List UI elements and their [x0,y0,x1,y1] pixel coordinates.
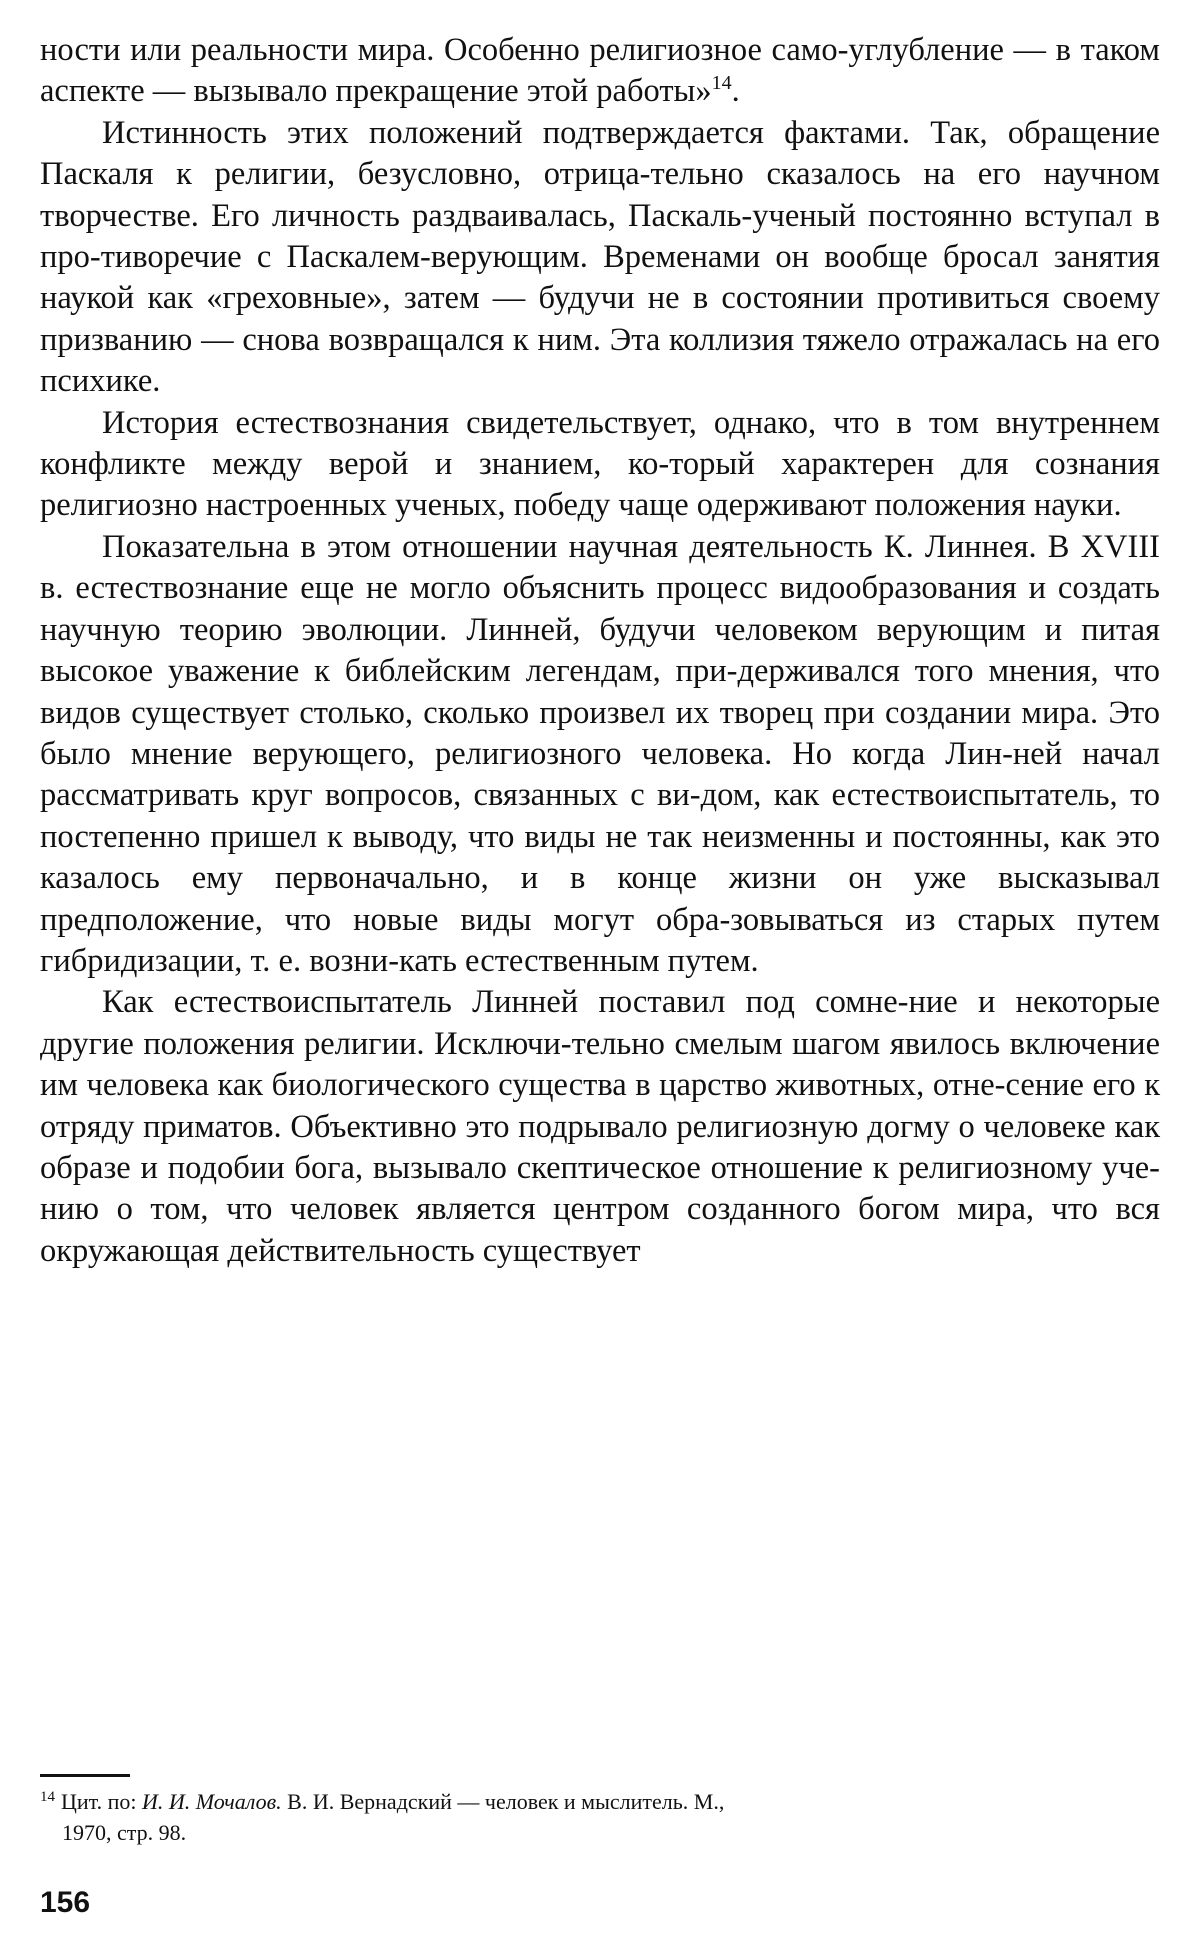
page-body [40,30,1160,1272]
footnote-prefix: Цит. по: [61,1789,137,1814]
footnote-author: И. И. Мочалов. [142,1789,282,1814]
main-text [40,30,1160,1272]
footnote-mark: 14 [40,1788,55,1805]
footnote [40,1786,1160,1848]
footnote-divider [40,1774,130,1777]
paragraph-1 [40,30,1160,113]
footnote-line-1 [40,1786,1160,1817]
footnote-line-2: 1970, стр. 98. [62,1820,187,1845]
footnote-reference: 14 [711,72,732,95]
paragraph-1-tail: . [731,73,740,110]
paragraph-4: Показательна в этом отношении научная деятельность К. Линнея. В XVIII в. естествознание еще не могло объяснить процесс видообразования и создать научную теорию эволюции. Линней, будучи человеком верующим и питая высокое уважение к библейским легендам, при-держивался того мнения, что видов существует столько, сколько произвел их творец при создании мира. Это было мнение верующего, религиозного человека. Но когда Лин-ней начал рассматривать круг вопросов, связанных с ви-дом, как естествоиспытатель, то постепенно пришел к выводу, что виды не так неизменны и постоянны, как это казалось ему первоначально, и в конце жизни он уже высказывал предположение, что новые виды могут обра-зовываться из старых путем гибридизации, т. е. возни-кать естественным путем. [40,528,1160,979]
paragraph-2: Истинность этих положений подтверждается фактами. Так, обращение Паскаля к религии, безусловно, отрица-тельно сказалось на его научном творчестве. Его личность раздваивалась, Паскаль-ученый постоянно вступал в про-тиворечие с Паскалем-верующим. Временами он вообще бросал занятия наукой как «греховные», затем — будучи не в состоянии противиться своему призванию — снова возвращался к ним. Эта коллизия тяжело отражалась на его психике. [40,114,1160,400]
paragraph-3: История естествознания свидетельствует, однако, что в том внутреннем конфликте между верой и знанием, ко-торый характерен для сознания религиозно настроенных ученых, победу чаще одерживают положения науки. [40,404,1160,524]
footnote-title: В. И. Вернадский — человек и мыслитель. М., [287,1789,725,1814]
page-number: 156 [40,1886,91,1919]
paragraph-1-text: ности или реальности мира. Особенно религиозное само-углубление — в таком аспекте — вызывало прекращение этой работы» [40,32,1160,110]
paragraph-5: Как естествоиспытатель Линней поставил под сомне-ние и некоторые другие положения религии. Исключи-тельно смелым шагом явилось включение им человека как биологического существа в царство животных, отне-сение его к отряду приматов. Объективно это подрывало религиозную догму о человеке как образе и подобии бога, вызывало скептическое отношение к религиозному уче-нию о том, что человек является центром созданного богом мира, что вся окружающая действительность существует [40,984,1160,1269]
